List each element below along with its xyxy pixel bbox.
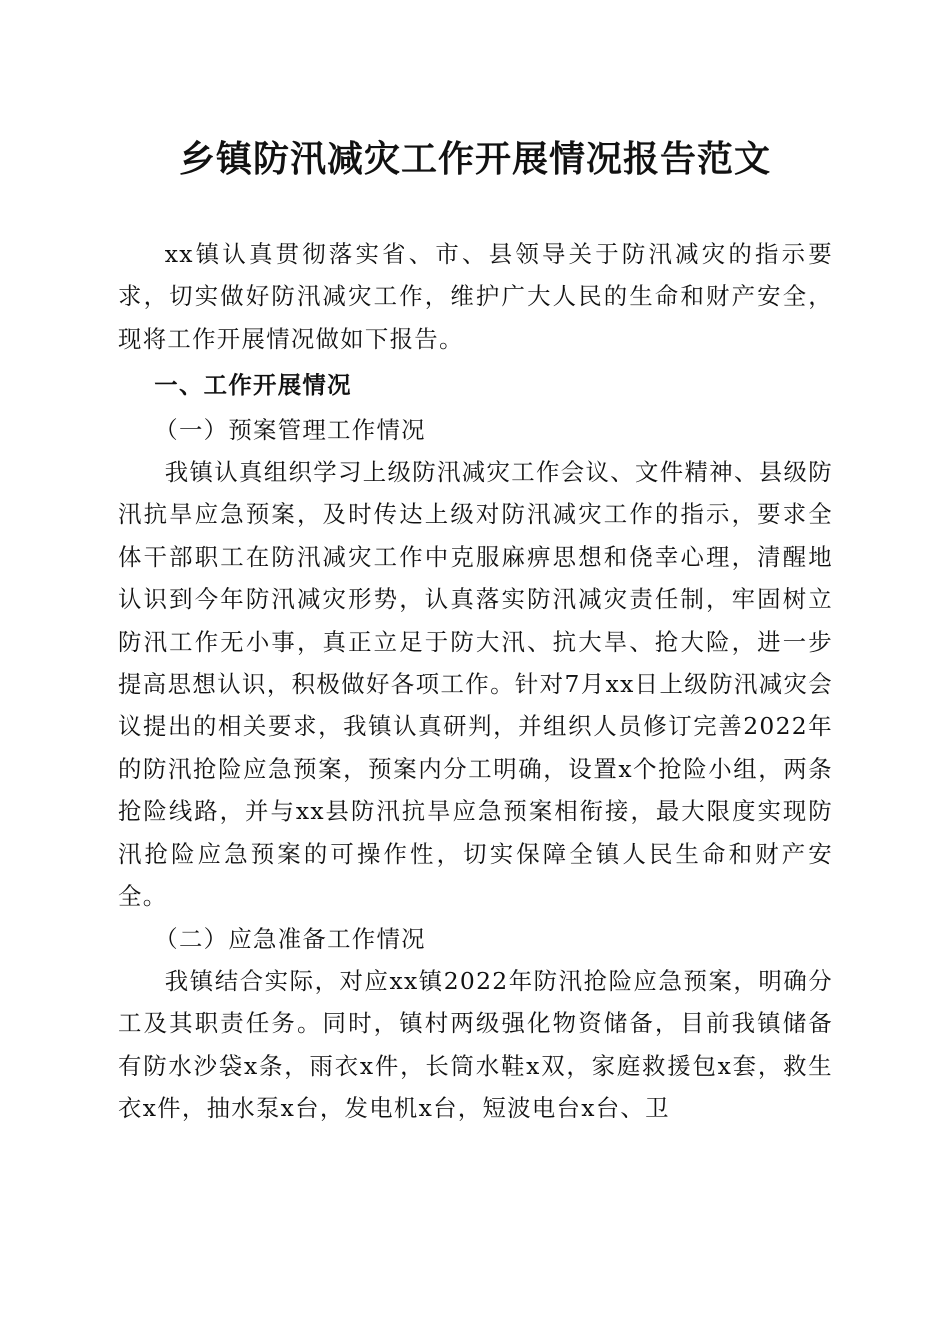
section-heading-1: 一、工作开展情况 bbox=[154, 371, 352, 400]
subsection-paragraph-1: 我镇认真组织学习上级防汛减灾工作会议、文件精神、县级防汛抗旱应急预案，及时传达上级对防汛减灾工作的指示，要求全体干部职工在防汛减灾工作中克服麻痹思想和侥幸心理，清醒地认识到今年防汛减灾形势，认真落实防汛减灾责任制，牢固树立防汛工作无小事，真正立足于防大汛、抗大旱、抢大险，进一步提高思想认识，积极做好各项工作。针对7月xx日上级防汛减灾会议提出的相关要求，我镇认真研判，并组织人员修订完善2022年的防汛抢险应急预案，预案内分工明确，设置x个抢险小组，两条抢险线路，并与xx县防汛抗旱应急预案相衔接，最大限度实现防汛抢险应急预案的可操作性，切实保障全镇人民生命和财产安全。 bbox=[118, 458, 833, 911]
subsection-heading-2: （二）应急准备工作情况 bbox=[154, 924, 426, 953]
subsection-heading-1: （一）预案管理工作情况 bbox=[154, 415, 426, 444]
intro-paragraph: xx镇认真贯彻落实省、市、县领导关于防汛减灾的指示要求，切实做好防汛减灾工作，维护广大人民的生命和财产安全，现将工作开展情况做如下报告。 bbox=[118, 240, 833, 353]
document-body bbox=[118, 233, 833, 1130]
document-title: 乡镇防汛减灾工作开展情况报告范文 bbox=[178, 139, 771, 180]
subsection-paragraph-2: 我镇结合实际，对应xx镇2022年防汛抢险应急预案，明确分工及其职责任务。同时，镇村两级强化物资储备，目前我镇储备有防水沙袋x条，雨衣x件，长筒水鞋x双，家庭救援包x套，救生衣x件，抽水泵x台，发电机x台，短波电台x台、卫 bbox=[118, 966, 833, 1123]
